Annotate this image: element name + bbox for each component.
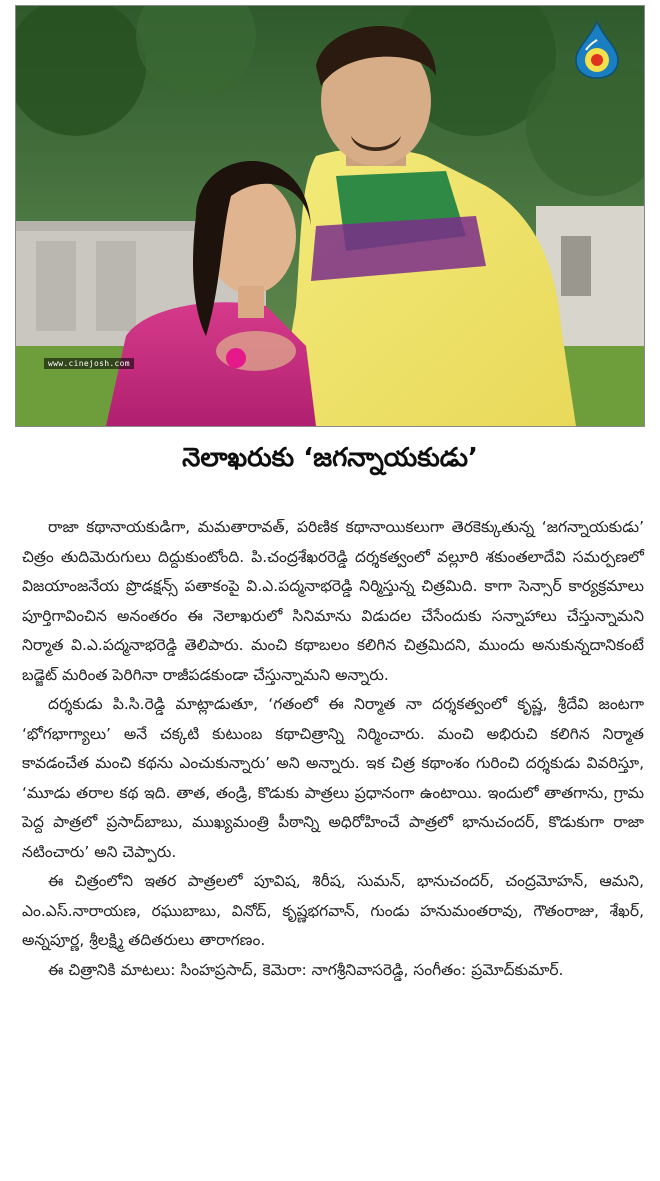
article-paragraph: ఈ చిత్రంలోని ఇతర పాత్రలలో పూవిష, శిరీష, సుమన్, భానుచందర్, చంద్రమోహన్, ఆమని, ఎం.ఎస్.నారాయణ, రఘుబాబు, వినోద్, కృష్ణభగవాన్, గుండు హనుమంతరావు, గౌతంరాజు, శేఖర్, అన్నపూర్ణ, శ్రీలక్ష్మి తదితరులు తారాగణం.	[22, 872, 644, 949]
article-photo	[15, 5, 645, 427]
article-paragraph: దర్శకుడు పి.సి.రెడ్డి మాట్లాడుతూ, ‘గతంలో ఈ నిర్మాత నా దర్శకత్వంలో కృష్ణ, శ్రీదేవి జంటగా ‘భోగభాగ్యాలు’ అనే చక్కటి కుటుంబ కథాచిత్రాన్ని నిర్మించారు. మంచి అభిరుచి కలిగిన నిర్మాత కావడంచేత మంచి కథను ఎంచుకున్నారు’ అని అన్నారు. ఇక చిత్ర కథాంశం గురించి దర్శకుడు వివరిస్తూ, ‘మూడు తరాల కథ ఇది. తాత, తండ్రి, కొడుకు పాత్రలు ప్రధానంగా ఉంటాయి. ఇందులో తాతగాను, గ్రామ పెద్ద పాత్రలో ప్రసాద్‌బాబు, ముఖ్యమంత్రి పీఠాన్ని అధిరోహించే పాత్రలో భానుచందర్, కొడుకుగా రాజా నటించారు’ అని చెప్పారు.	[22, 695, 644, 861]
photo-watermark: www.cinejosh.com	[44, 358, 134, 369]
article-paragraph: రాజా కథానాయకుడిగా, మమతారావత్, పరిణిక కథానాయికలుగా తెరకెక్కుతున్న ‘జగన్నాయకుడు’ చిత్రం తుదిమెరుగులు దిద్దుకుంటోంది. పి.చంద్రశేఖరరెడ్డి దర్శకత్వంలో వల్లూరి శకుంతలాదేవి సమర్పణలో విజయాంజనేయ ప్రొడక్షన్స్ పతాకంపై వి.ఎ.పద్మనాభరెడ్డి నిర్మిస్తున్న చిత్రమిది. కాగా సెన్సార్ కార్యక్రమాలు పూర్తిగావించిన అనంతరం ఈ నెలాఖరులో సినిమాను విడుదల చేసేందుకు సన్నాహాలు చేస్తున్నామని నిర్మాత వి.ఎ.పద్మనాభరెడ్డి తెలిపారు. మంచి కథాబలం కలిగిన చిత్రమిదని, ముందు అనుకున్నదానికంటే బడ్జెట్ మరింత పెరిగినా రాజీపడకుండా చేస్తున్నామని అన్నారు.	[22, 518, 644, 684]
article-body	[22, 513, 644, 985]
cinejosh-drop-logo-icon	[572, 20, 622, 80]
article-paragraph: ఈ చిత్రానికి మాటలు: సింహప్రసాద్, కెమెరా: నాగశ్రీనివాసరెడ్డి, సంగీతం: ప్రమోద్‌కుమార్.	[48, 960, 564, 979]
article-headline: నెలాఖరుకు ‘జగన్నాయకుడు’	[182, 443, 478, 473]
